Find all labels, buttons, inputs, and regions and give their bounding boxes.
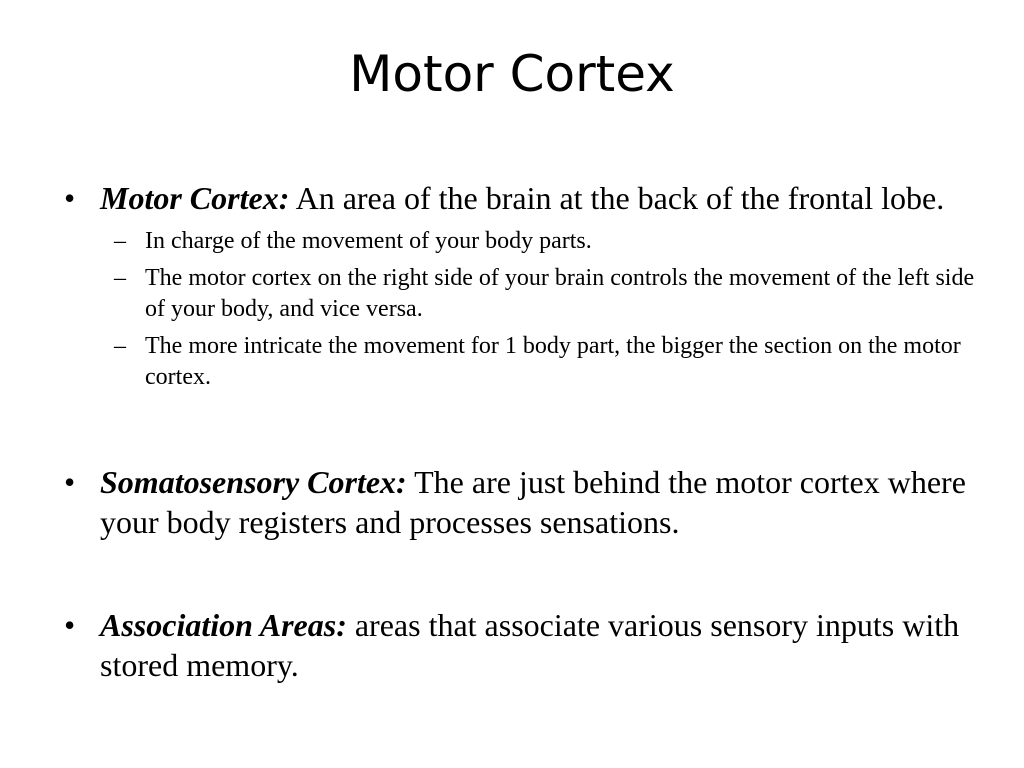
bullet-motor-cortex — [56, 178, 976, 218]
bullet-text: areas that associate various sensory inputs with stored memory. — [100, 607, 960, 683]
sub-bullet-marker: – — [114, 228, 126, 254]
sub-bullet-text: The motor cortex on the right side of your brain controls the movement of the left side of your body, and vice versa. — [145, 265, 975, 322]
bullet-text: An area of the brain at the back of the frontal lobe. — [289, 180, 945, 216]
slide-title: Motor Cortex — [349, 45, 675, 103]
sub-bullet — [56, 263, 976, 325]
bullet-association-areas — [56, 605, 976, 685]
sub-bullet-marker: – — [114, 333, 126, 359]
sub-bullet-list — [56, 226, 976, 393]
bullet-term: Motor Cortex: — [100, 180, 290, 216]
bullet-text: The are just behind the motor cortex where your body registers and processes sensations. — [100, 464, 966, 540]
bullet-marker: • — [64, 607, 76, 643]
bullet-somatosensory-cortex — [56, 462, 976, 542]
bullet-marker: • — [64, 464, 76, 500]
bullet-term: Association Areas: — [100, 607, 347, 643]
sub-bullet — [56, 331, 976, 393]
sub-bullet-text: In charge of the movement of your body parts. — [145, 228, 592, 254]
slide-body — [56, 178, 976, 685]
sub-bullet-marker: – — [114, 265, 126, 291]
sub-bullet — [56, 226, 976, 257]
bullet-marker: • — [64, 180, 76, 216]
bullet-term: Somatosensory Cortex: — [100, 464, 407, 500]
sub-bullet-text: The more intricate the movement for 1 body part, the bigger the section on the motor cortex. — [145, 333, 961, 390]
